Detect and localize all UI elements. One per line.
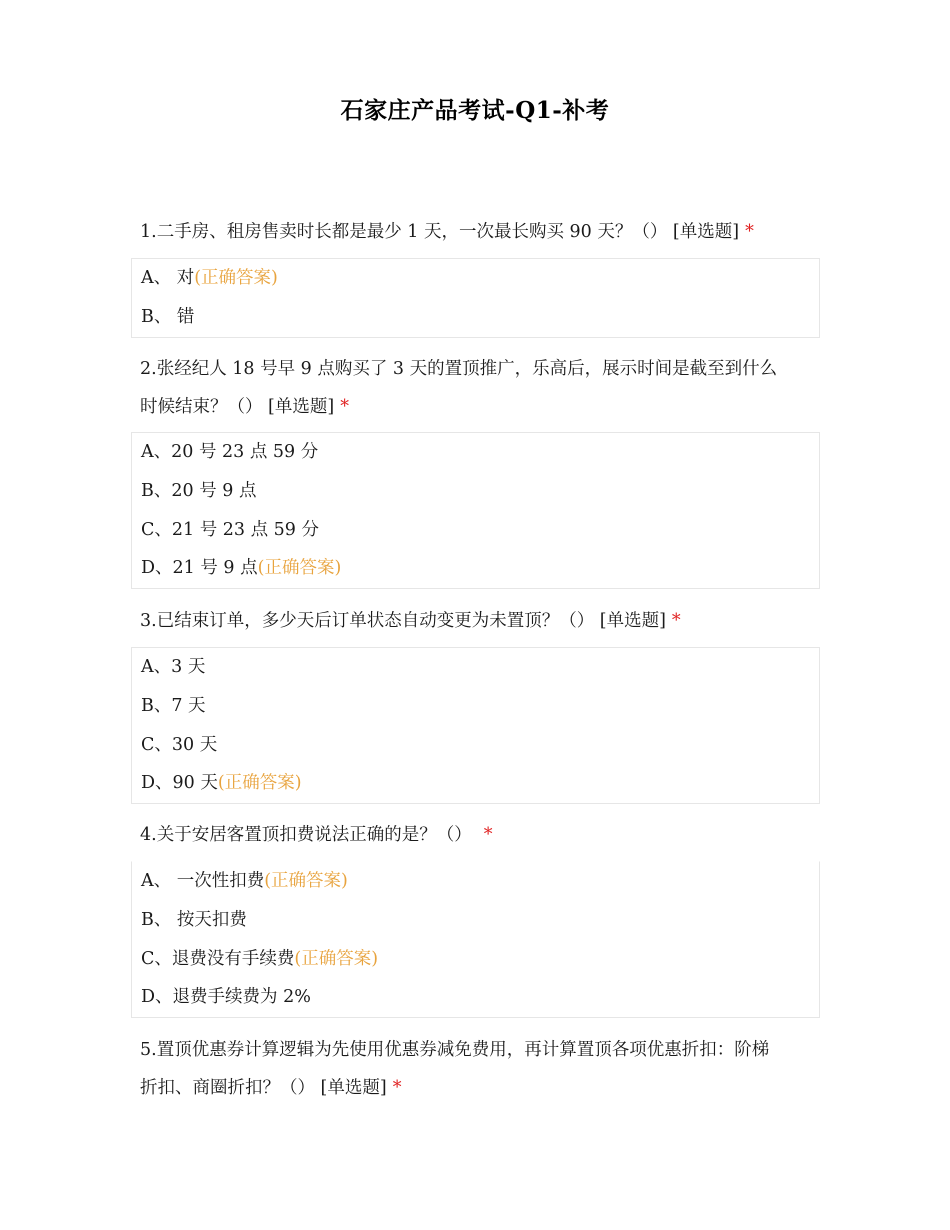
required-mark: * xyxy=(340,397,349,417)
page-title: 石家庄产品考试-Q1-补考 xyxy=(340,97,610,124)
option-b[interactable]: B、 错 xyxy=(141,306,195,327)
question-5 xyxy=(131,1031,820,1107)
question-2-options xyxy=(131,432,820,589)
required-mark: * xyxy=(483,825,493,845)
option-d[interactable]: D、退费手续费为 2% xyxy=(141,987,311,1008)
required-mark: * xyxy=(671,611,681,631)
option-b[interactable]: B、 按天扣费 xyxy=(141,909,247,930)
option-a[interactable]: A、20 号 23 点 59 分 xyxy=(141,442,319,462)
correct-answer-tag: (正确答案) xyxy=(217,773,302,794)
question-1-text: 1.二手房、租房售卖时长都是最少 1 天，一次最长购买 90 天？（） [单选题] * xyxy=(140,222,754,242)
correct-answer-tag: (正确答案) xyxy=(264,871,348,891)
option-a[interactable]: A、 一次性扣费(正确答案) xyxy=(141,871,348,891)
question-1 xyxy=(131,213,820,338)
option-c[interactable]: C、21 号 23 点 59 分 xyxy=(141,519,320,540)
option-d[interactable]: D、90 天(正确答案) xyxy=(141,773,302,794)
option-b[interactable]: B、7 天 xyxy=(141,695,206,716)
correct-answer-tag: (正确答案) xyxy=(194,268,278,288)
question-1-options xyxy=(131,258,820,338)
required-mark: * xyxy=(392,1078,402,1098)
correct-answer-tag: (正确答案) xyxy=(257,558,342,579)
option-a[interactable]: A、 对(正确答案) xyxy=(141,268,278,288)
question-2 xyxy=(131,350,820,589)
option-a[interactable]: A、3 天 xyxy=(141,657,206,677)
option-c[interactable]: C、退费没有手续费(正确答案) xyxy=(141,948,379,969)
question-3 xyxy=(131,602,820,804)
question-3-options xyxy=(131,647,820,804)
correct-answer-tag: (正确答案) xyxy=(294,948,379,969)
option-c[interactable]: C、30 天 xyxy=(141,734,218,755)
question-4-options xyxy=(131,861,820,1018)
option-d[interactable]: D、21 号 9 点(正确答案) xyxy=(141,558,342,579)
question-4-text: 4.关于安居客置顶扣费说法正确的是？（） * xyxy=(140,825,493,845)
question-2-text: 2.张经纪人 18 号早 9 点购买了 3 天的置顶推广，乐高后，展示时间是截至到什么 时候结束？（） [单选题] * xyxy=(140,359,778,417)
option-b[interactable]: B、20 号 9 点 xyxy=(141,480,257,501)
question-3-text: 3.已结束订单，多少天后订单状态自动变更为未置顶？（） [单选题] * xyxy=(140,611,681,631)
question-4 xyxy=(131,816,820,1018)
question-5-text: 5.置顶优惠券计算逻辑为先使用优惠券减免费用，再计算置顶各项优惠折扣：阶梯 折扣、商圈折扣？（） [单选题] * xyxy=(140,1040,770,1098)
required-mark: * xyxy=(745,222,754,242)
